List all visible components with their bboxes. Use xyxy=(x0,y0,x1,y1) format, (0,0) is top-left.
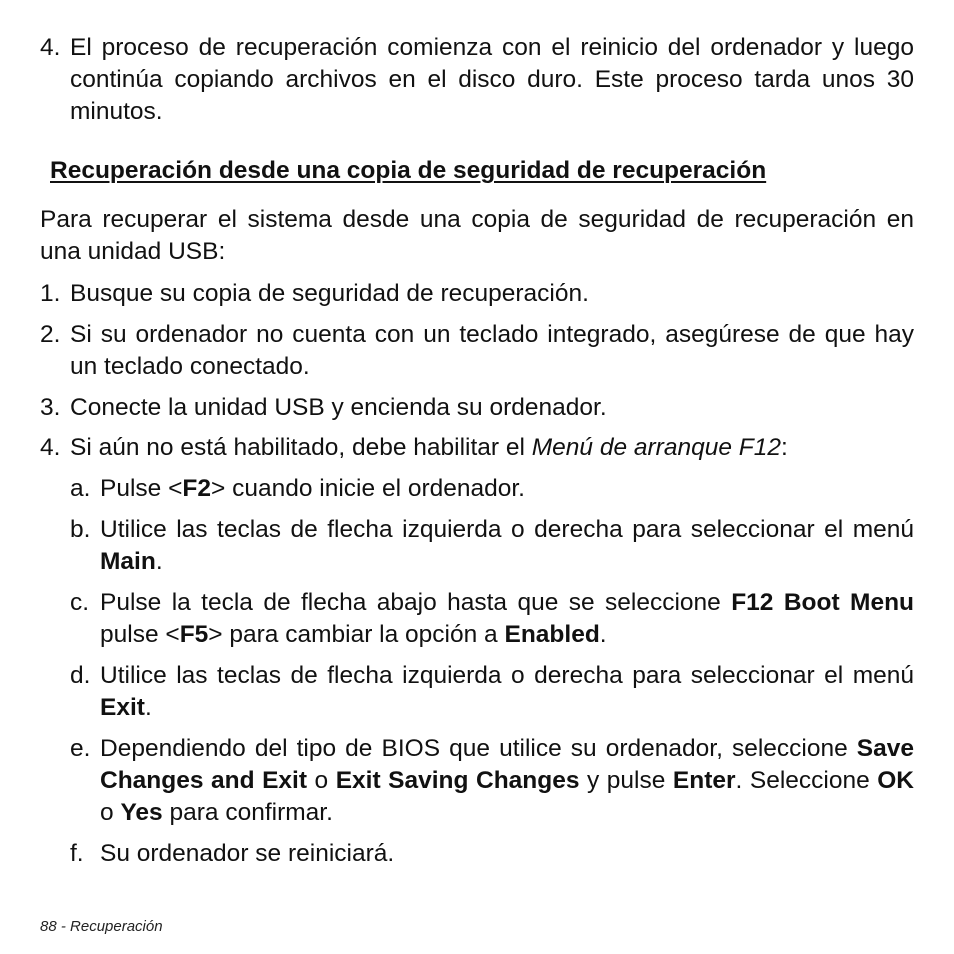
sub-text: Dependiendo del tipo de BIOS que utilice su ordenador, seleccione Save Changes and Exit o Exit Saving Changes y pulse Enter. Seleccione OK o Yes para confirmar. xyxy=(100,735,914,826)
page-footer: 88 - Recuperación xyxy=(40,918,163,935)
option-name: Save Changes and Exit xyxy=(100,735,914,794)
sub-text: Utilice las teclas de flecha izquierda o derecha para seleccionar el menú Exit. xyxy=(100,662,914,721)
key-name: F2 xyxy=(182,475,211,502)
list-text: Si aún no está habilitado, debe habilitar el Menú de arranque F12: xyxy=(70,434,788,461)
list-text: Conecte la unidad USB y encienda su ordenador. xyxy=(70,394,607,421)
sub-letter: a. xyxy=(70,475,91,502)
intro-paragraph: Para recuperar el sistema desde una copia de seguridad de recuperación en una unidad USB: xyxy=(40,206,914,265)
value-name: Enabled xyxy=(504,621,600,648)
list-number: 4. xyxy=(40,34,61,61)
key-name: Enter xyxy=(672,767,736,794)
list-item-step-2 xyxy=(40,319,914,383)
option-name: OK xyxy=(877,767,914,794)
sub-text: Pulse <F2> cuando inicie el ordenador. xyxy=(100,475,525,502)
sub-item-e xyxy=(70,733,914,829)
list-number: 4. xyxy=(40,434,61,461)
list-text: Busque su copia de seguridad de recuperación. xyxy=(70,280,589,307)
menu-name: Exit xyxy=(100,694,145,721)
sub-text: Utilice las teclas de flecha izquierda o derecha para seleccionar el menú Main. xyxy=(100,516,914,575)
sub-item-c xyxy=(70,587,914,651)
sub-item-f xyxy=(70,838,914,870)
list-number: 2. xyxy=(40,321,61,348)
key-name: F5 xyxy=(179,621,209,648)
list-item-step-4 xyxy=(40,432,914,464)
sub-text: Su ordenador se reiniciará. xyxy=(100,840,395,867)
list-number: 3. xyxy=(40,394,61,421)
sub-item-d xyxy=(70,660,914,724)
sub-letter: b. xyxy=(70,516,91,543)
option-name: F12 Boot Menu xyxy=(731,589,914,616)
menu-name: Main xyxy=(100,548,156,575)
option-name: Yes xyxy=(120,799,163,826)
list-text: Si su ordenador no cuenta con un teclado integrado, asegúrese de que hay un teclado conectado. xyxy=(70,321,914,380)
sub-text: Pulse la tecla de flecha abajo hasta que se seleccione F12 Boot Menu pulse <F5> para cambiar la opción a Enabled. xyxy=(100,589,914,648)
option-name: Exit Saving Changes xyxy=(335,767,580,794)
sub-item-a xyxy=(70,473,914,505)
list-item-step-1 xyxy=(40,278,914,310)
list-number: 1. xyxy=(40,280,61,307)
list-text: El proceso de recuperación comienza con el reinicio del ordenador y luego continúa copiando archivos en el disco duro. Este proceso tarda unos 30 minutos. xyxy=(70,34,914,125)
sub-letter: c. xyxy=(70,589,90,616)
sub-item-b xyxy=(70,514,914,578)
sub-letter: f. xyxy=(70,840,84,867)
menu-name-emphasis: Menú de arranque F12 xyxy=(531,434,781,461)
section-heading: Recuperación desde una copia de seguridad de recuperación xyxy=(50,157,767,184)
list-item-step-4-continued xyxy=(40,32,914,128)
sub-letter: e. xyxy=(70,735,91,762)
list-item-step-3 xyxy=(40,392,914,424)
sub-letter: d. xyxy=(70,662,91,689)
